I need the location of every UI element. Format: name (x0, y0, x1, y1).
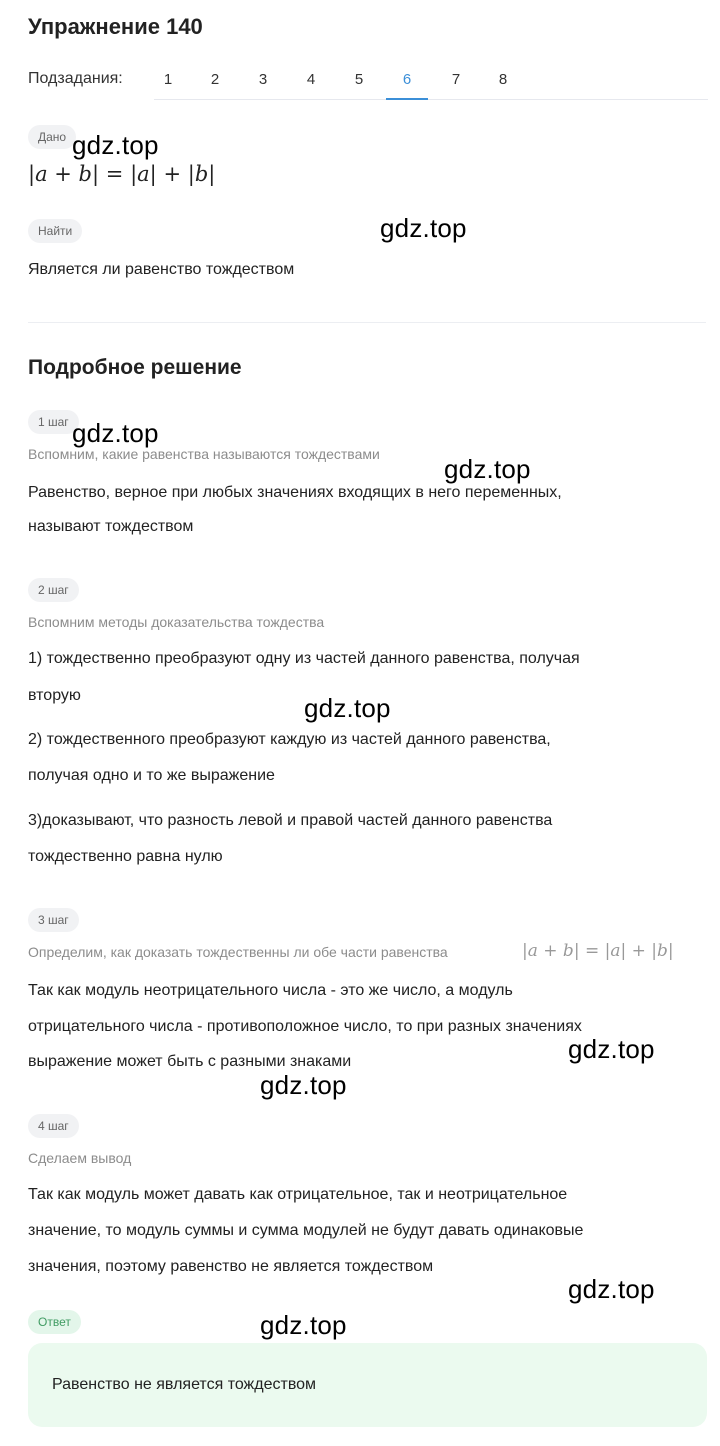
watermark: gdz.top (260, 1070, 347, 1100)
step-3-formula-a: a (610, 941, 621, 961)
tab-7[interactable]: 7 (451, 71, 461, 88)
subtasks-nav (28, 66, 708, 100)
page-title: Упражнение 140 (28, 14, 203, 39)
formula-b: b (194, 162, 209, 186)
step-3-formula-plus: + (631, 941, 646, 961)
watermark: gdz.top (304, 693, 391, 723)
answer-text: Равенство не является тождеством (52, 1376, 317, 1393)
tab-1[interactable]: 1 (163, 71, 173, 88)
tab-5[interactable]: 5 (354, 71, 364, 88)
find-text: Является ли равенство тождеством (28, 261, 295, 278)
step-1-hint: Вспомним, какие равенства называются тождествами (28, 446, 380, 462)
step-4-line-3: значения, поэтому равенство не является тождеством (28, 1258, 434, 1275)
answer-box (28, 1343, 707, 1427)
step-2-line-1: 1) тождественно преобразуют одну из частей данного равенства, получая (28, 650, 580, 667)
tab-4[interactable]: 4 (306, 71, 316, 88)
given-formula: |a + b| = |a| + |b| (28, 162, 216, 186)
step-3-formula-b: b (657, 941, 668, 961)
tab-3[interactable]: 3 (258, 71, 268, 88)
watermark: gdz.top (568, 1274, 655, 1304)
step-3-hint: Определим, как доказать тождественны ли обе части равенства (28, 944, 448, 960)
tabs-underline (154, 99, 708, 100)
step-1-badge: 1 шаг (28, 410, 79, 434)
step-1-line-1: Равенство, верное при любых значениях входящих в него переменных, (28, 484, 562, 501)
step-2-line-2: вторую (28, 687, 81, 704)
tab-6[interactable]: 6 (386, 66, 428, 100)
watermark: gdz.top (568, 1034, 655, 1064)
step-2-hint: Вспомним методы доказательства тождества (28, 614, 325, 630)
watermark: gdz.top (380, 213, 467, 243)
step-1-line-2: называют тождеством (28, 518, 194, 535)
step-3-formula-eq: = (584, 941, 600, 961)
step-2-line-6: тождественно равна нулю (28, 848, 223, 865)
step-4-badge: 4 шаг (28, 1114, 79, 1138)
given-badge: Дано (28, 125, 76, 149)
step-4-line-2: значение, то модуль суммы и сумма модулей не будут давать одинаковые (28, 1222, 584, 1239)
step-3-line-1: Так как модуль неотрицательного числа - это же число, а модуль (28, 982, 513, 999)
step-3-formula: |a + b| = |a| + |b| (522, 941, 674, 961)
step-2-badge: 2 шаг (28, 578, 79, 602)
step-3-line-2: отрицательного числа - противоположное число, то при разных значениях (28, 1018, 582, 1035)
formula-sum: a + b (35, 162, 92, 186)
answer-badge: Ответ (28, 1310, 81, 1334)
solution-title: Подробное решение (28, 356, 242, 379)
divider (28, 322, 706, 323)
find-badge: Найти (28, 219, 82, 243)
watermark: gdz.top (444, 454, 531, 484)
tab-8[interactable]: 8 (498, 71, 508, 88)
watermark: gdz.top (260, 1310, 347, 1340)
formula-plus: + (163, 162, 182, 186)
watermark: gdz.top (72, 130, 159, 160)
step-3-formula-sum: a + b (527, 941, 574, 961)
step-2-line-5: 3)доказывают, что разность левой и правой частей данного равенства (28, 812, 553, 829)
step-4-line-1: Так как модуль может давать как отрицательное, так и неотрицательное (28, 1186, 568, 1203)
watermark: gdz.top (72, 418, 159, 448)
formula-eq: = (105, 162, 124, 186)
step-3-line-3: выражение может быть с разными знаками (28, 1053, 352, 1070)
step-4-hint: Сделаем вывод (28, 1150, 132, 1166)
step-2-line-4: получая одно и то же выражение (28, 767, 275, 784)
step-3-badge: 3 шаг (28, 908, 79, 932)
step-2-line-3: 2) тождественного преобразуют каждую из частей данного равенства, (28, 731, 551, 748)
tab-2[interactable]: 2 (210, 71, 220, 88)
formula-a: a (137, 162, 150, 186)
subtasks-label: Подзадания: (28, 70, 123, 87)
